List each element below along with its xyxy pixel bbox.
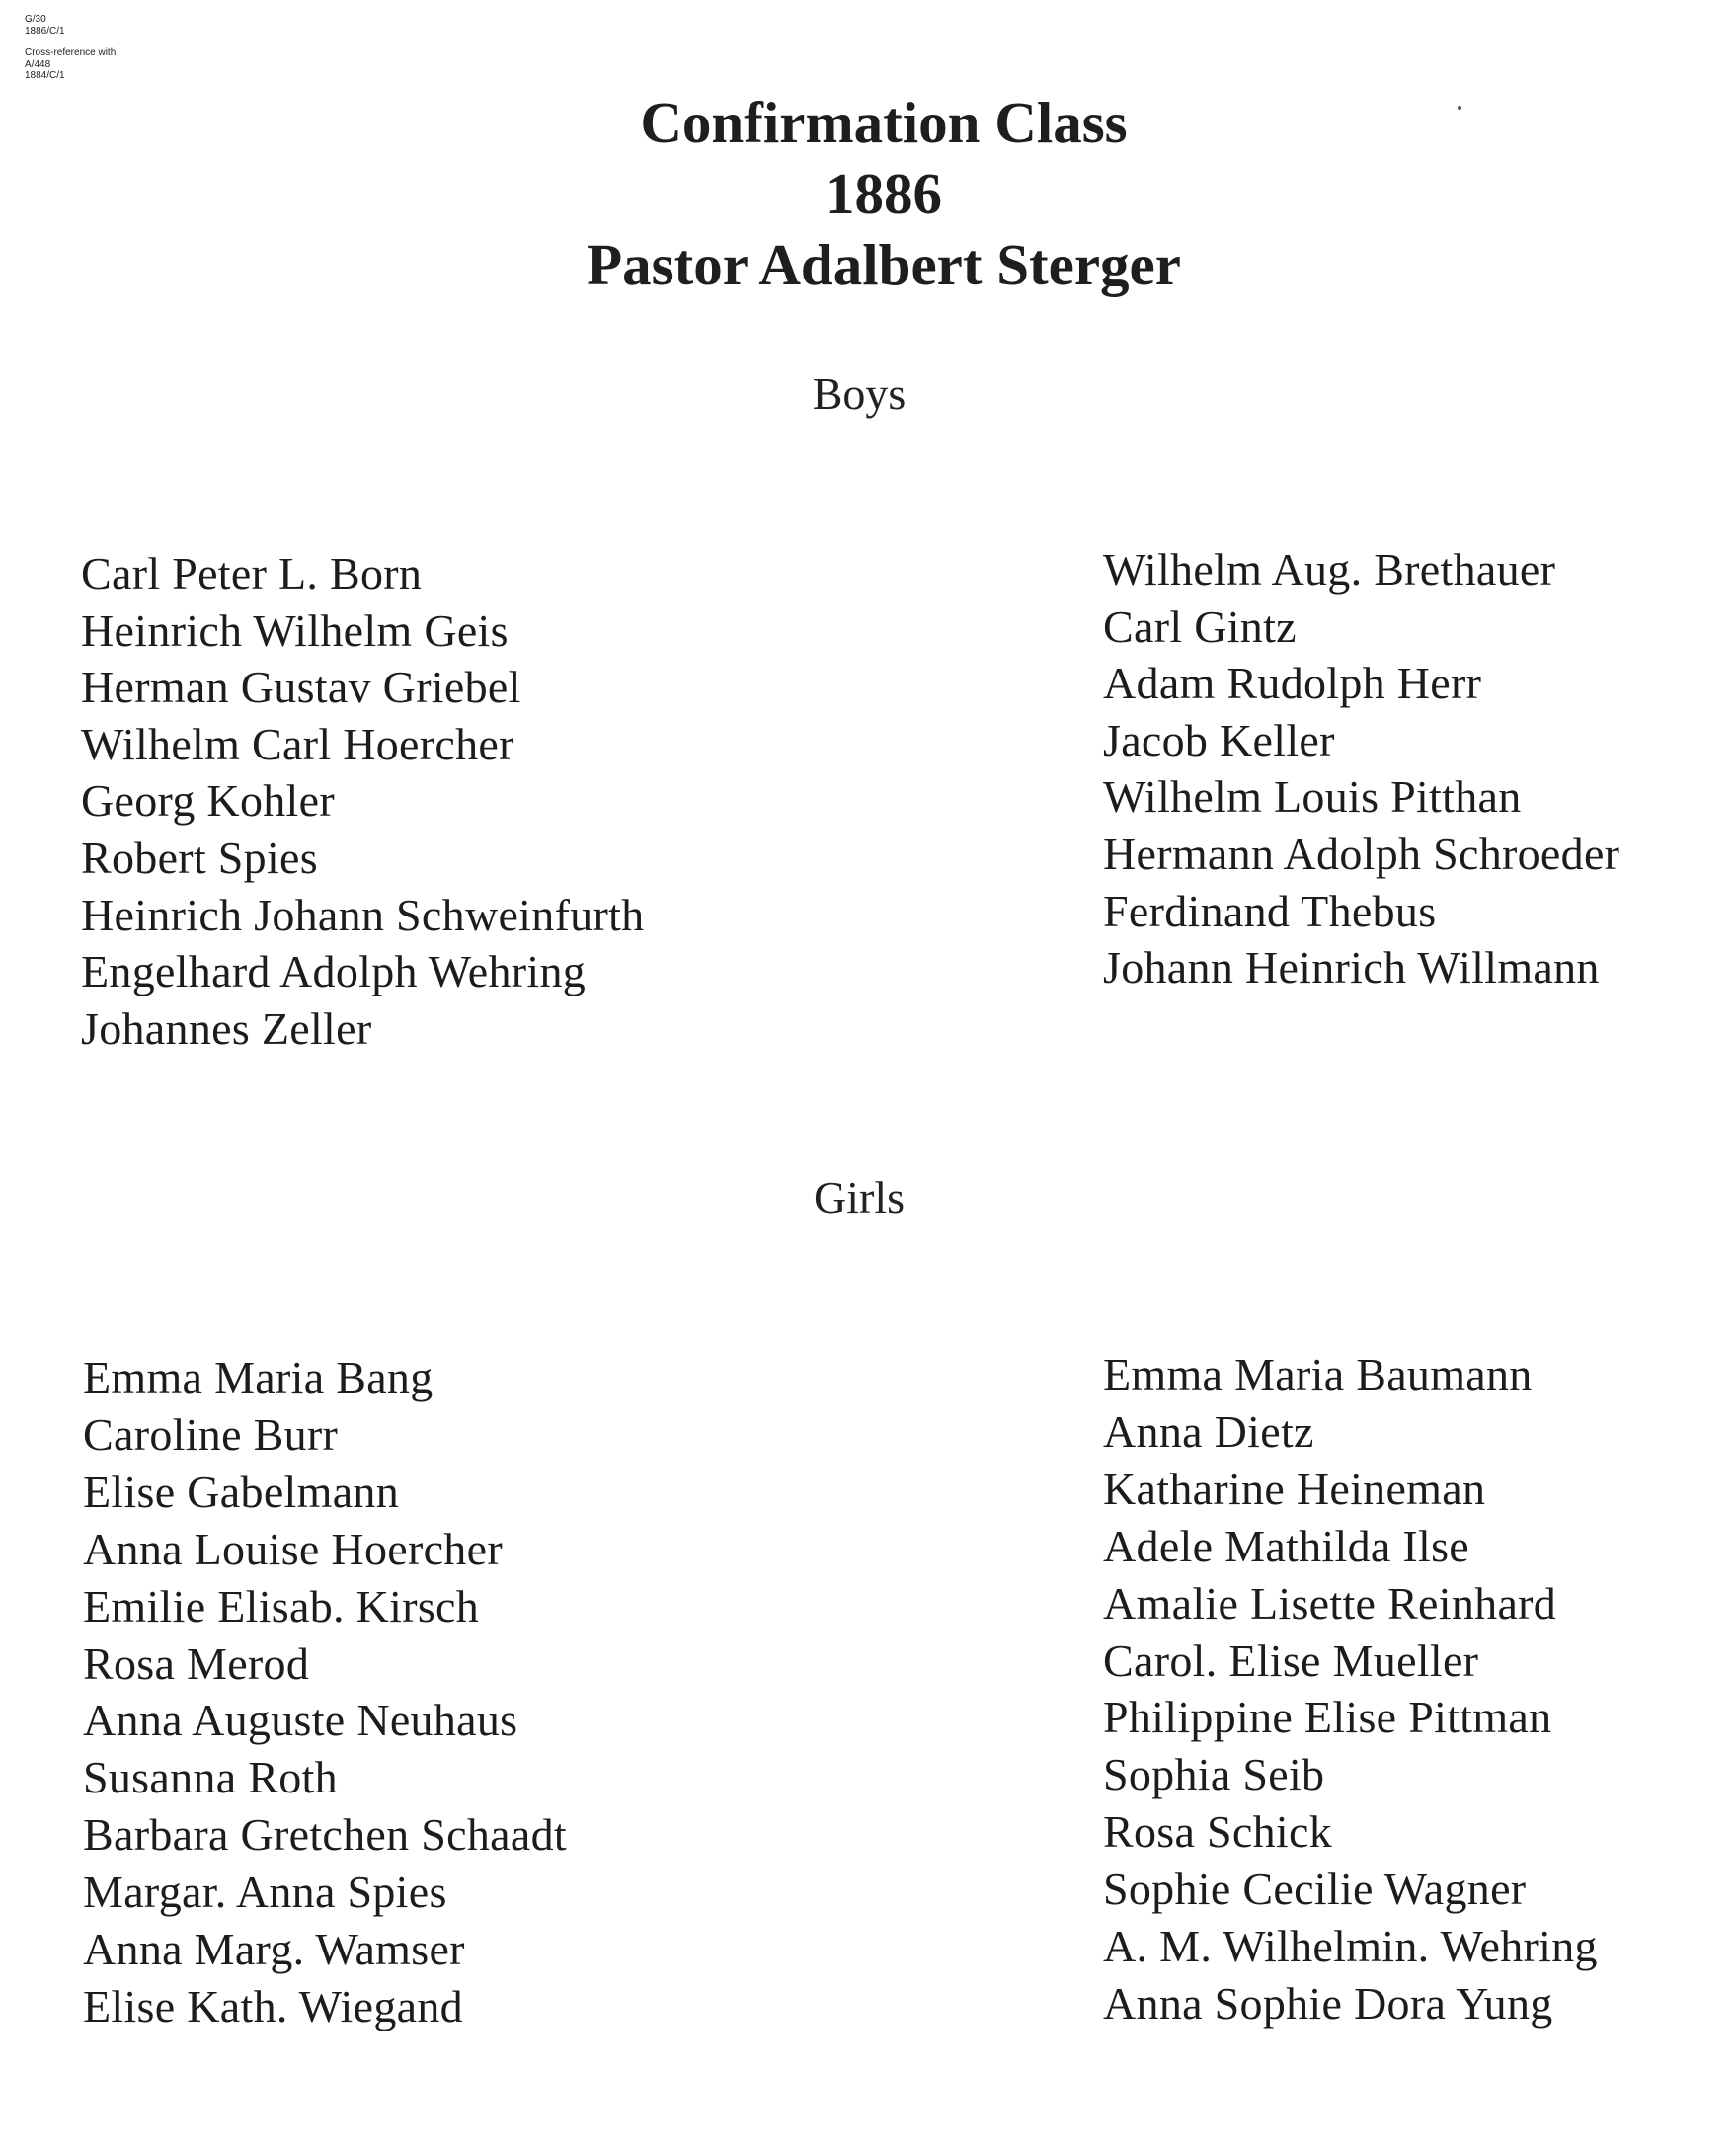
name-entry: Susanna Roth (83, 1752, 338, 1803)
pastor-name: Pastor Adalbert Sterger (587, 232, 1181, 297)
class-code: 1886/C/1 (25, 25, 65, 37)
name-entry: Georg Kohler (81, 775, 335, 827)
name-entry: Emma Maria Bang (83, 1352, 434, 1402)
name-entry: Elise Gabelmann (83, 1466, 400, 1517)
name-entry: Rosa Merod (83, 1637, 310, 1689)
name-entry: Heinrich Johann Schweinfurth (81, 889, 645, 940)
boys-left-column (81, 545, 645, 1057)
name-entry: Herman Gustav Griebel (81, 662, 521, 713)
name-entry: Carl Peter L. Born (81, 548, 423, 598)
name-entry: Heinrich Wilhelm Geis (81, 604, 509, 656)
girls-left-column (83, 1349, 567, 2035)
name-entry: Johann Heinrich Willmann (1103, 942, 1600, 994)
name-entry: Adele Mathilda Ilse (1103, 1520, 1470, 1571)
name-entry: Philippine Elise Pittman (1103, 1692, 1552, 1743)
girls-heading: Girls (814, 1172, 905, 1223)
name-entry: Margar. Anna Spies (83, 1867, 447, 1918)
cross-reference-label: Cross-reference with (25, 47, 117, 58)
name-entry: Barbara Gretchen Schaadt (83, 1809, 567, 1861)
girls-right-column (1103, 1346, 1598, 2032)
name-entry: Elise Kath. Wiegand (83, 1980, 463, 2032)
name-entry: Anna Sophie Dora Yung (1103, 1977, 1553, 2029)
name-entry: Emilie Elisab. Kirsch (83, 1580, 480, 1632)
ref-code: G/30 (25, 14, 46, 25)
name-entry: Hermann Adolph Schroeder (1103, 828, 1620, 879)
name-entry: Emma Maria Baumann (1103, 1349, 1533, 1399)
cross-reference-class: 1884/C/1 (25, 70, 65, 81)
name-entry: Wilhelm Carl Hoercher (81, 718, 514, 769)
note-spacer (25, 37, 116, 47)
boys-right-column (1103, 541, 1619, 996)
name-entry: Anna Louise Hoercher (83, 1523, 503, 1574)
name-entry: Anna Marg. Wamser (83, 1924, 465, 1975)
name-entry: Engelhard Adolph Wehring (81, 946, 587, 997)
name-entry: Sophia Seib (1103, 1749, 1325, 1800)
document-header (0, 87, 1736, 300)
name-entry: Carl Gintz (1103, 600, 1297, 652)
name-entry: Rosa Schick (1103, 1806, 1332, 1858)
document-title: Confirmation Class (640, 90, 1128, 155)
name-entry: Carol. Elise Mueller (1103, 1634, 1479, 1686)
name-entry: Ferdinand Thebus (1103, 885, 1437, 936)
name-entry: Sophie Cecilie Wagner (1103, 1864, 1527, 1915)
name-entry: Jacob Keller (1103, 714, 1335, 765)
name-entry: Adam Rudolph Herr (1103, 658, 1482, 709)
corner-reference-note (25, 14, 116, 82)
name-entry: Amalie Lisette Reinhard (1103, 1577, 1557, 1629)
name-entry: Wilhelm Louis Pitthan (1103, 771, 1522, 823)
name-entry: Caroline Burr (83, 1408, 339, 1460)
name-entry: A. M. Wilhelmin. Wehring (1103, 1921, 1598, 1972)
class-year: 1886 (826, 161, 942, 226)
name-entry: Anna Dietz (1103, 1405, 1314, 1457)
name-entry: Wilhelm Aug. Brethauer (1103, 544, 1556, 595)
name-entry: Johannes Zeller (81, 1002, 372, 1054)
name-entry: Robert Spies (81, 832, 318, 883)
name-entry: Anna Auguste Neuhaus (83, 1695, 518, 1746)
cross-reference-code: A/448 (25, 58, 51, 70)
name-entry: Katharine Heineman (1103, 1463, 1486, 1514)
boys-heading: Boys (812, 368, 907, 419)
